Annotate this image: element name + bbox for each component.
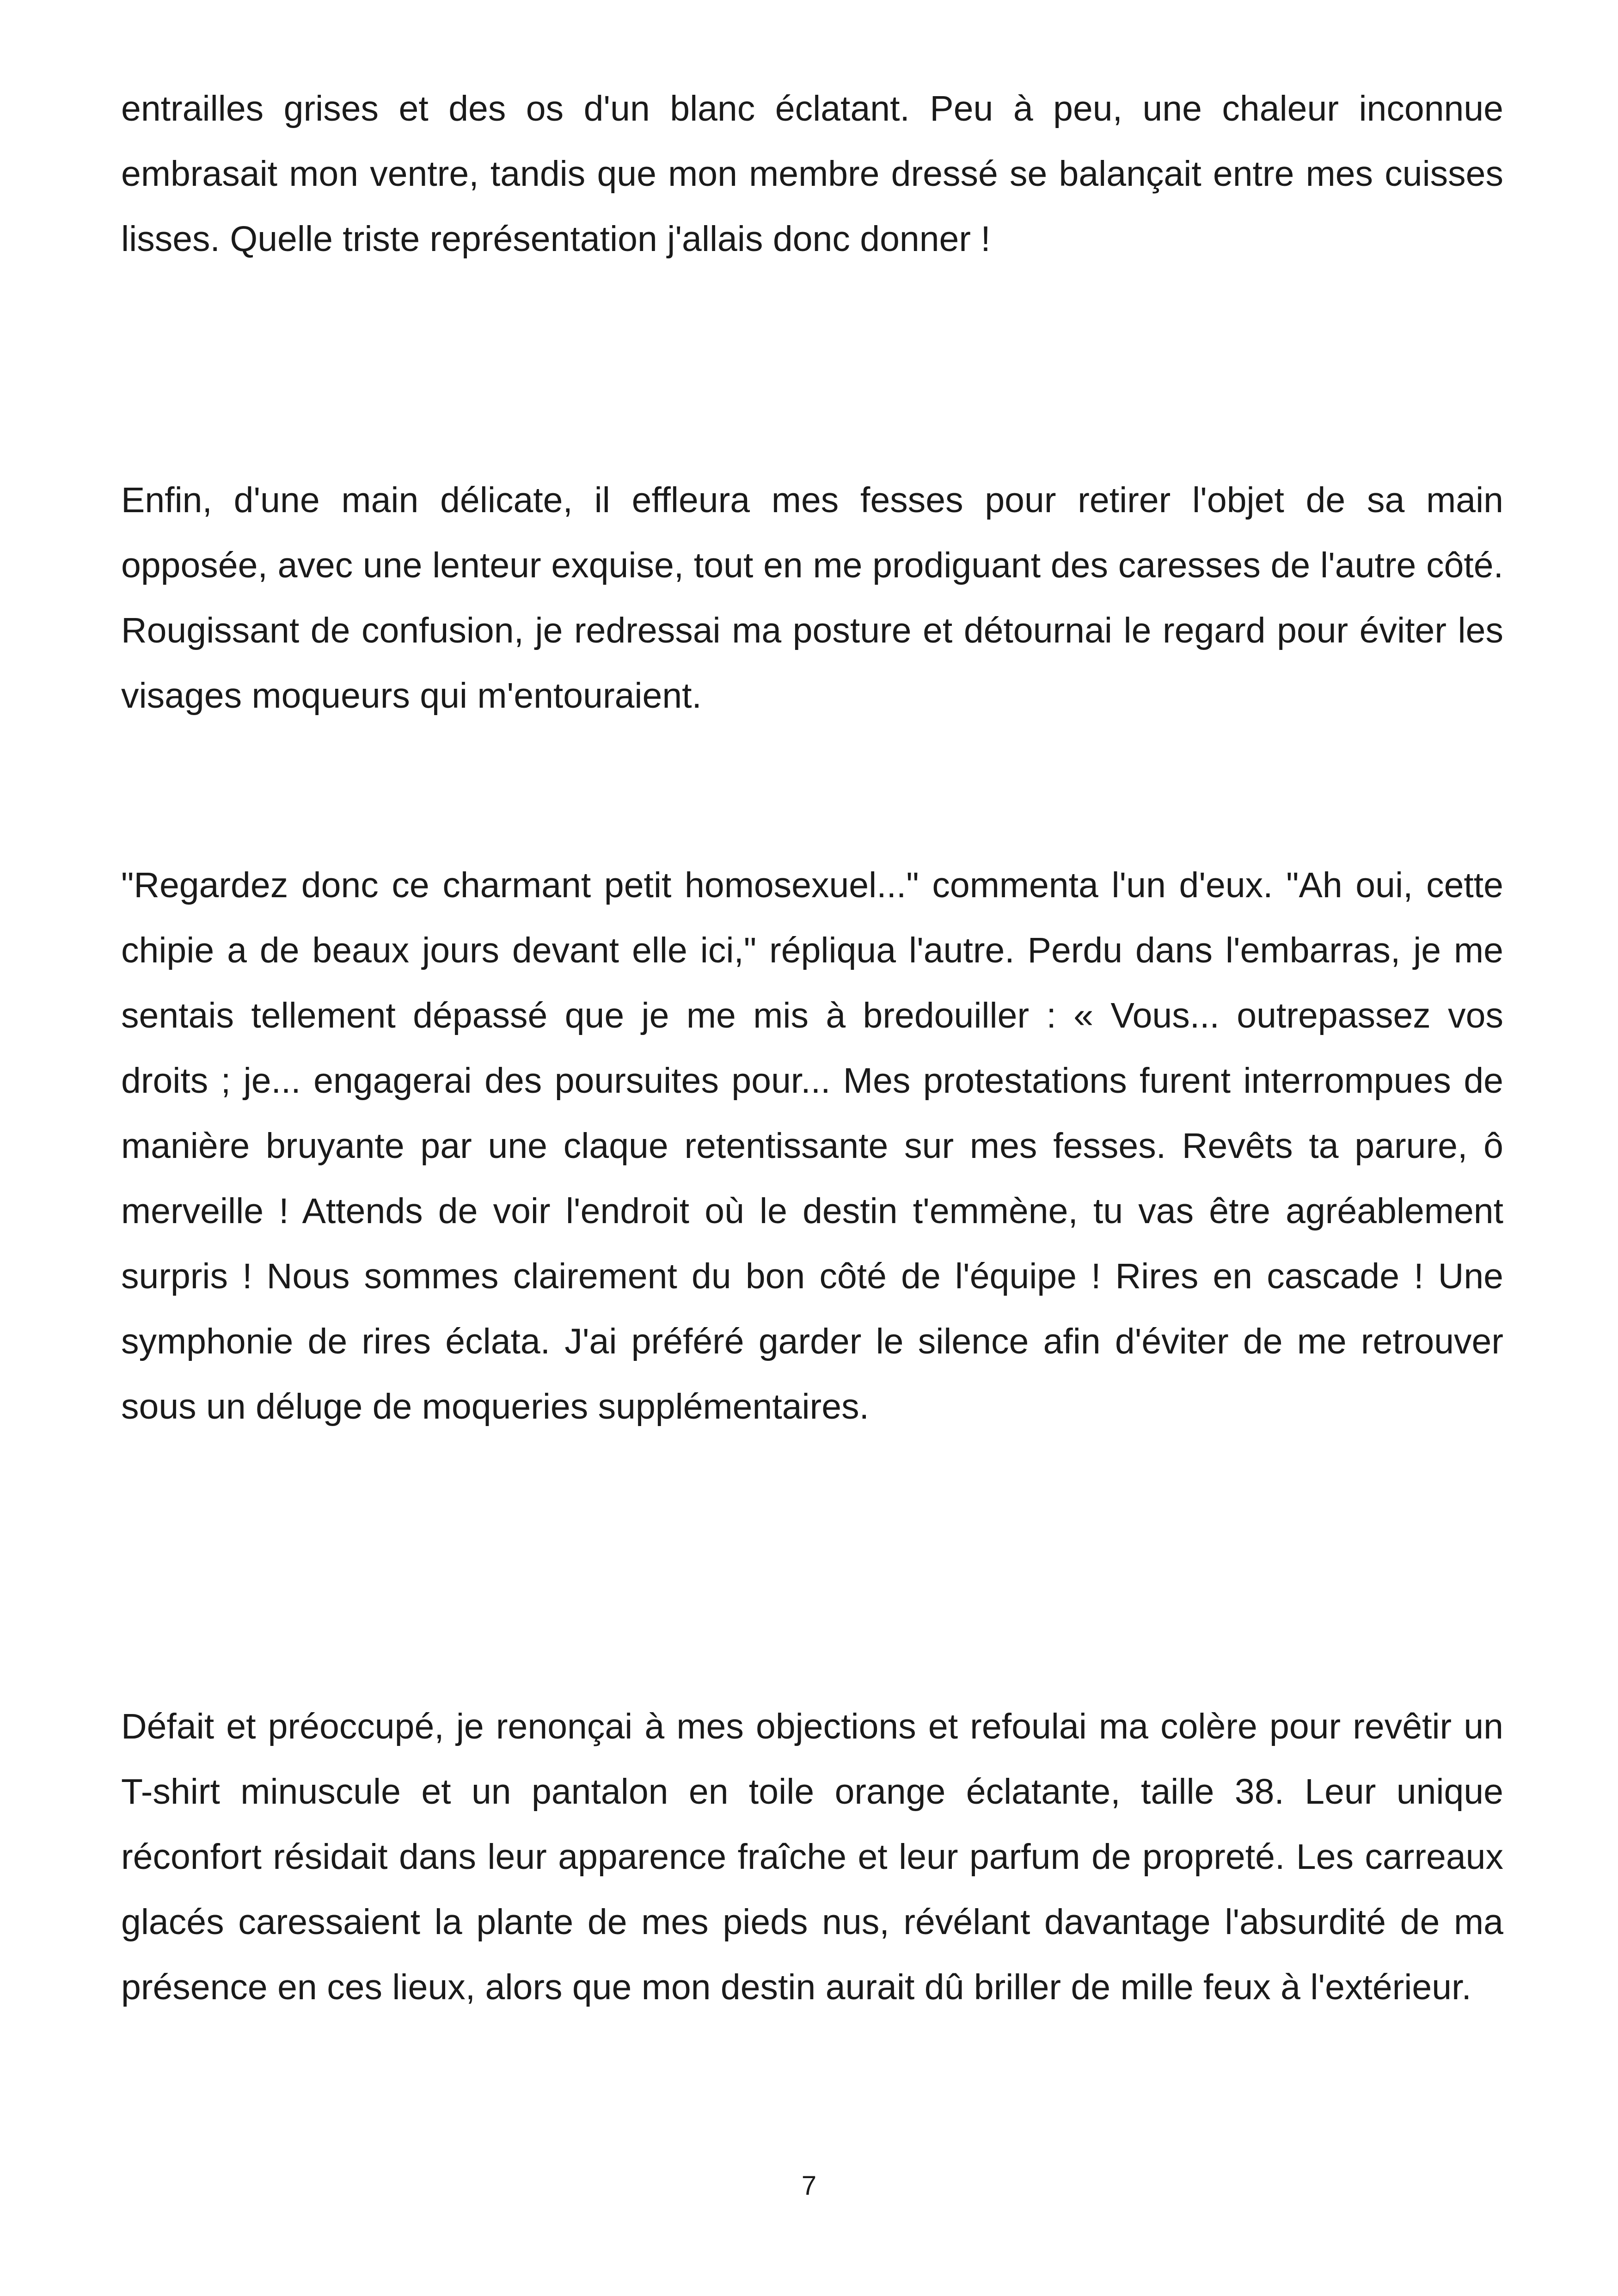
paragraph-4	[121, 1694, 1503, 2020]
paragraph-3	[121, 853, 1503, 1439]
paragraph-2	[121, 468, 1503, 729]
paragraph-text: "Regardez donc ce charmant petit homosexuel..." commenta l'un d'eux. "Ah oui, cette chipie a de beaux jours devant elle ici," répliqua l'autre. Perdu dans l'embarras, je me sentais tellement dépassé que je me mis à bredouiller : « Vous... outrepassez vos droits ; je... engagerai des poursuites pour... Mes protestations furent interrompues de manière bruyante par une claque retentissante sur mes fesses. Revêts ta parure, ô merveille ! Attends de voir l'endroit où le destin t'emmène, tu vas être agréablement surpris ! Nous sommes clairement du bon côté de l'équipe ! Rires en cascade ! Une symphonie de rires éclata. J'ai préféré garder le silence afin d'éviter de me retrouver sous un déluge de moqueries supplémentaires.	[121, 865, 1503, 1427]
paragraph-text: Enfin, d'une main délicate, il effleura mes fesses pour retirer l'objet de sa main opposée, avec une lenteur exquise, tout en me prodiguant des caresses de l'autre côté. Rougissant de confusion, je redressai ma posture et détournai le regard pour éviter les visages moqueurs qui m'entouraient.	[121, 480, 1503, 716]
paragraph-text: Défait et préoccupé, je renonçai à mes objections et refoulai ma colère pour revêtir un T-shirt minuscule et un pantalon en toile orange éclatante, taille 38. Leur unique réconfort résidait dans leur apparence fraîche et leur parfum de propreté. Les carreaux glacés caressaient la plante de mes pieds nus, révélant davantage l'absurdité de ma présence en ces lieux, alors que mon destin aurait dû briller de mille feux à l'extérieur.	[121, 1707, 1503, 2007]
page-number: 7	[801, 2171, 817, 2201]
paragraph-text: entrailles grises et des os d'un blanc éclatant. Peu à peu, une chaleur inconnue embrasait mon ventre, tandis que mon membre dressé se balançait entre mes cuisses lisses. Quelle triste représentation j'allais donc donner !	[121, 89, 1503, 259]
paragraph-1	[121, 76, 1503, 272]
